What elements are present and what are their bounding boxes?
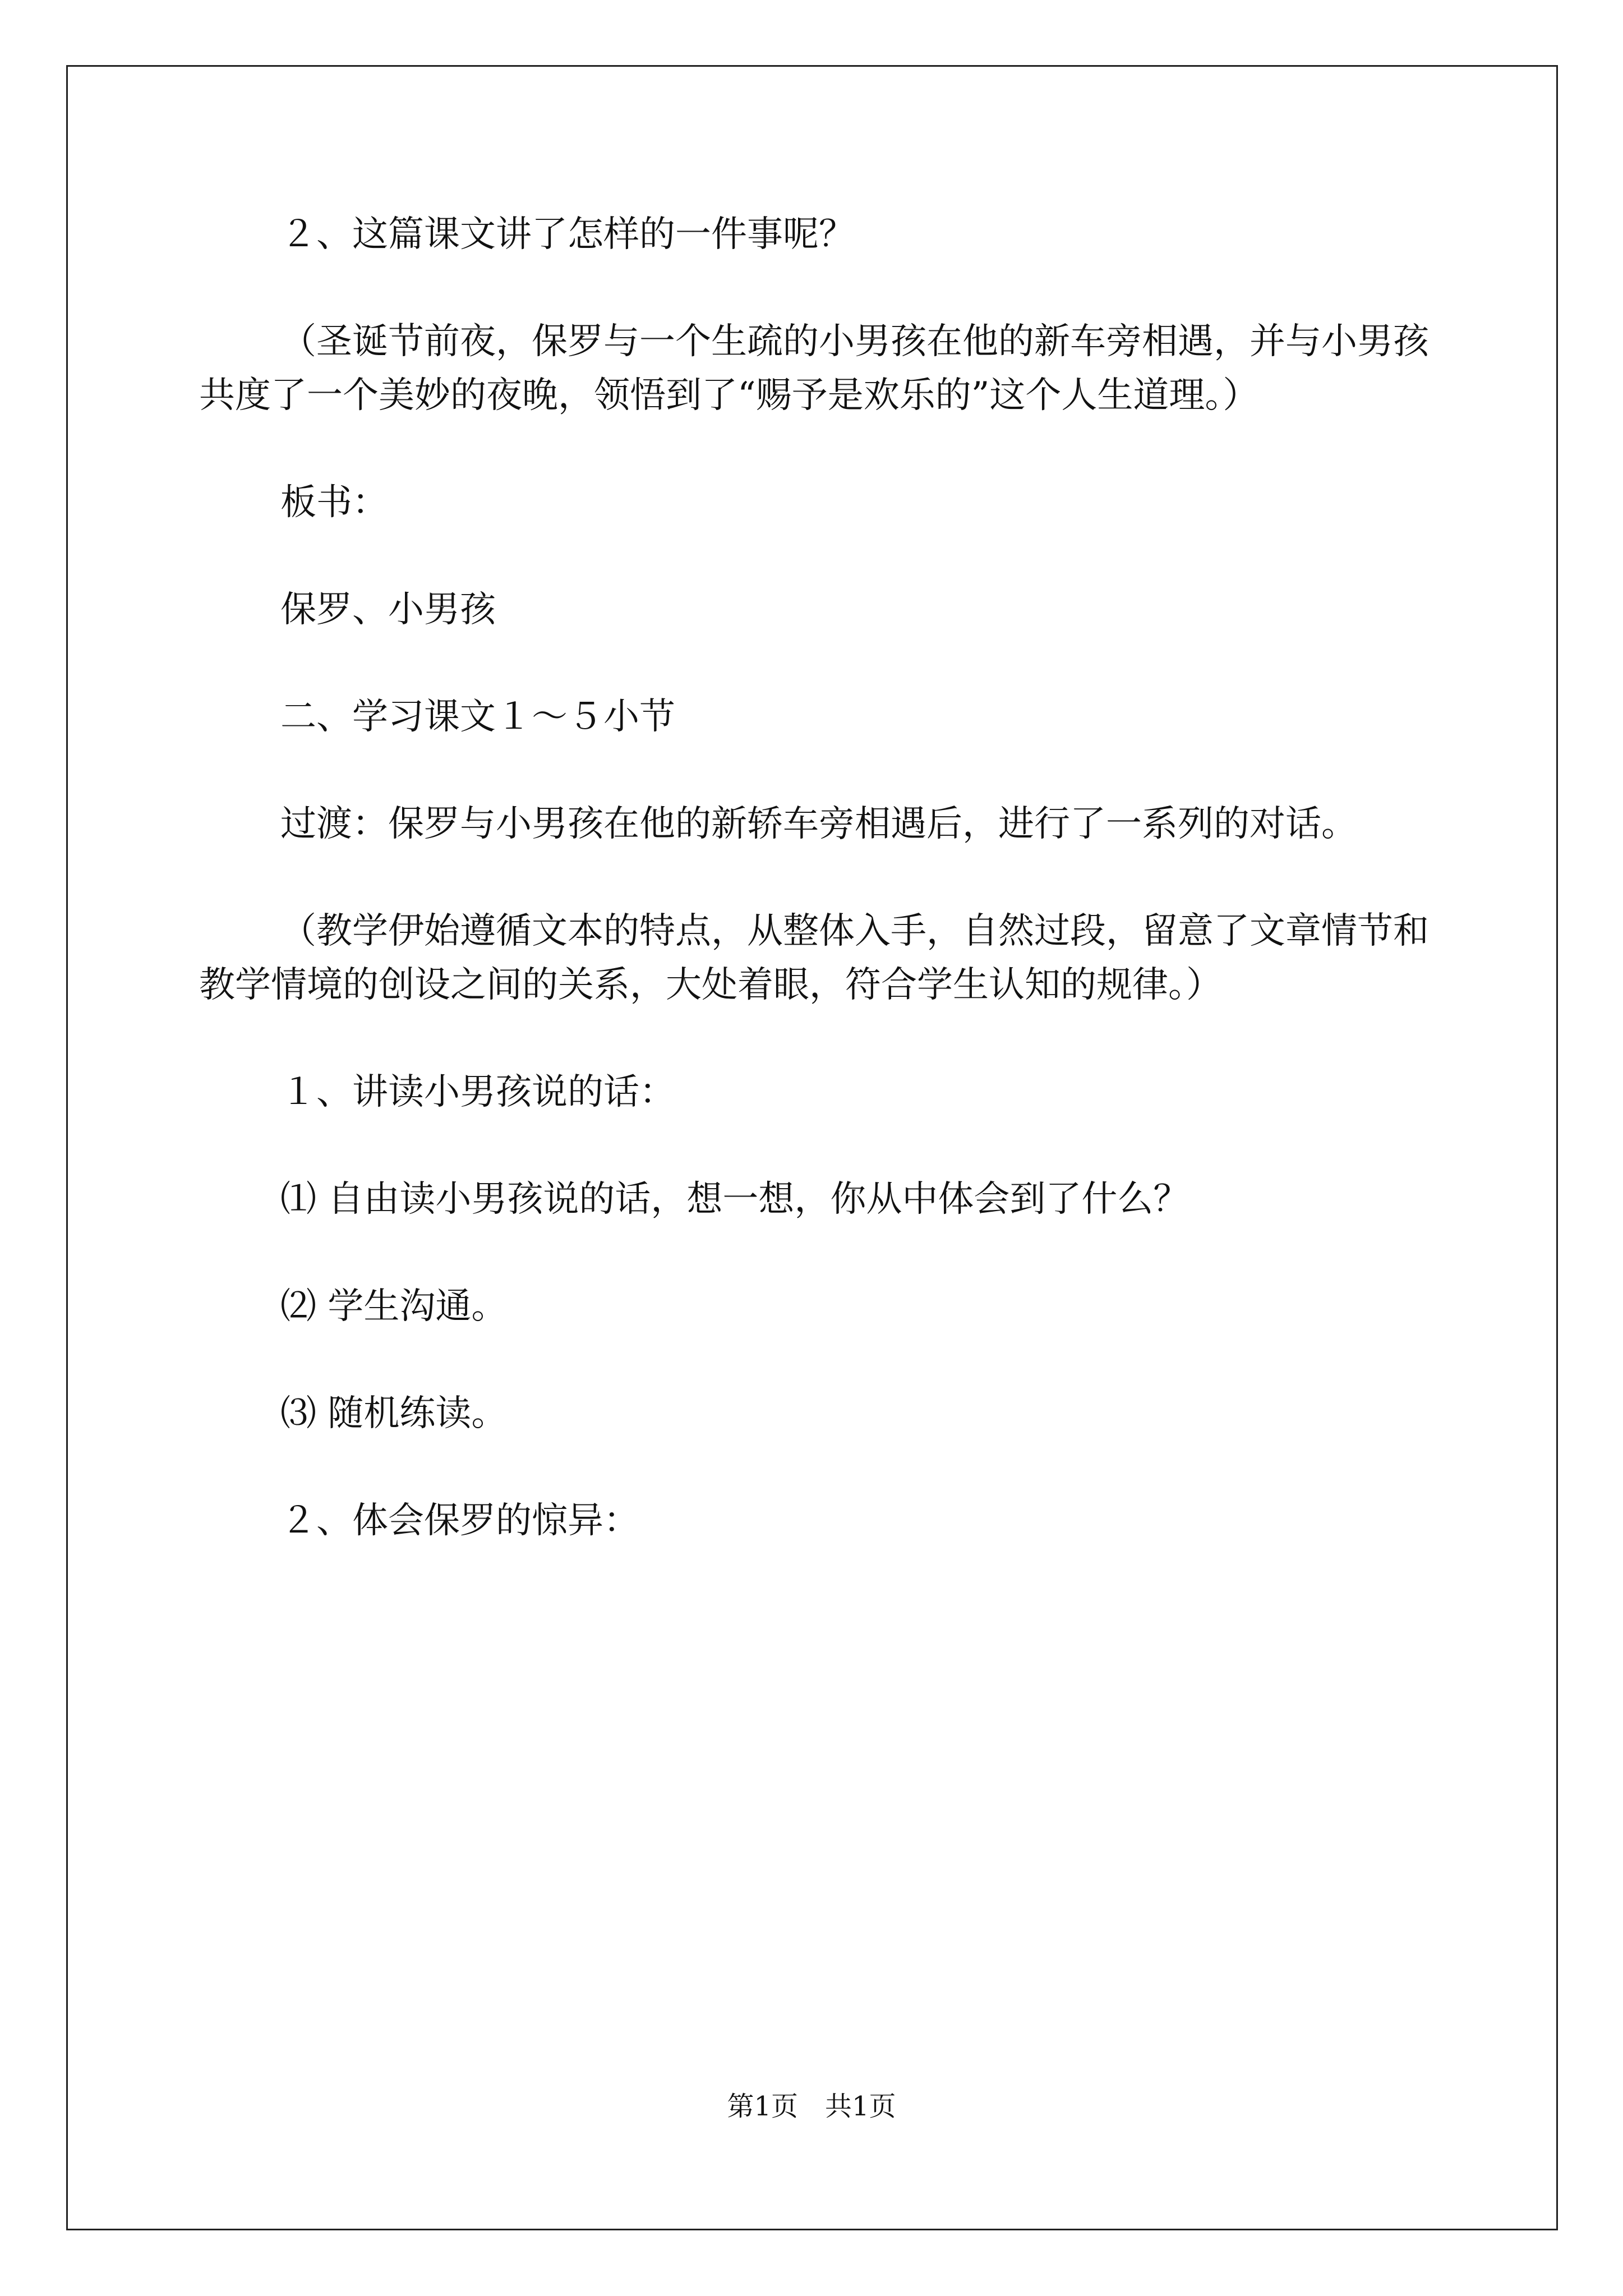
paragraph-teaching-note: （教学伊始遵循文本的特点，从整体入手，自然过段，留意了文章情节和教学情境的创设之间的关系，大处着眼，符合学生认知的规律。） xyxy=(199,910,1429,1006)
paragraph-summary: （圣诞节前夜，保罗与一个生疏的小男孩在他的新车旁相遇，并与小男孩共度了一个美妙的夜晚，领悟到了“赐予是欢乐的”这个人生道理。） xyxy=(199,321,1429,416)
paragraph-blackboard-label: 板书： xyxy=(280,482,388,523)
section-heading-2: 二、学习课文１～５小节 xyxy=(280,696,675,738)
page-footer: 第1页 共1页 xyxy=(727,2091,896,2122)
paragraph-substep-1: ⑴ 自由读小男孩说的话，想一想，你从中体会到了什么？ xyxy=(280,1179,1189,1220)
document-body xyxy=(199,208,1438,1601)
paragraph-substep-2: ⑵ 学生沟通。 xyxy=(280,1286,508,1327)
paragraph-substep-3: ⑶ 随机练读。 xyxy=(280,1393,508,1434)
paragraph-step-2: ２、体会保罗的惊异： xyxy=(280,1500,639,1542)
paragraph-question-2: ２、这篇课文讲了怎样的一件事呢？ xyxy=(280,214,855,255)
paragraph-step-1: １、讲读小男孩说的话： xyxy=(280,1071,675,1113)
paragraph-transition: 过渡：保罗与小男孩在他的新轿车旁相遇后，进行了一系列的对话。 xyxy=(280,803,1357,845)
paragraph-blackboard-content: 保罗、小男孩 xyxy=(280,589,496,631)
